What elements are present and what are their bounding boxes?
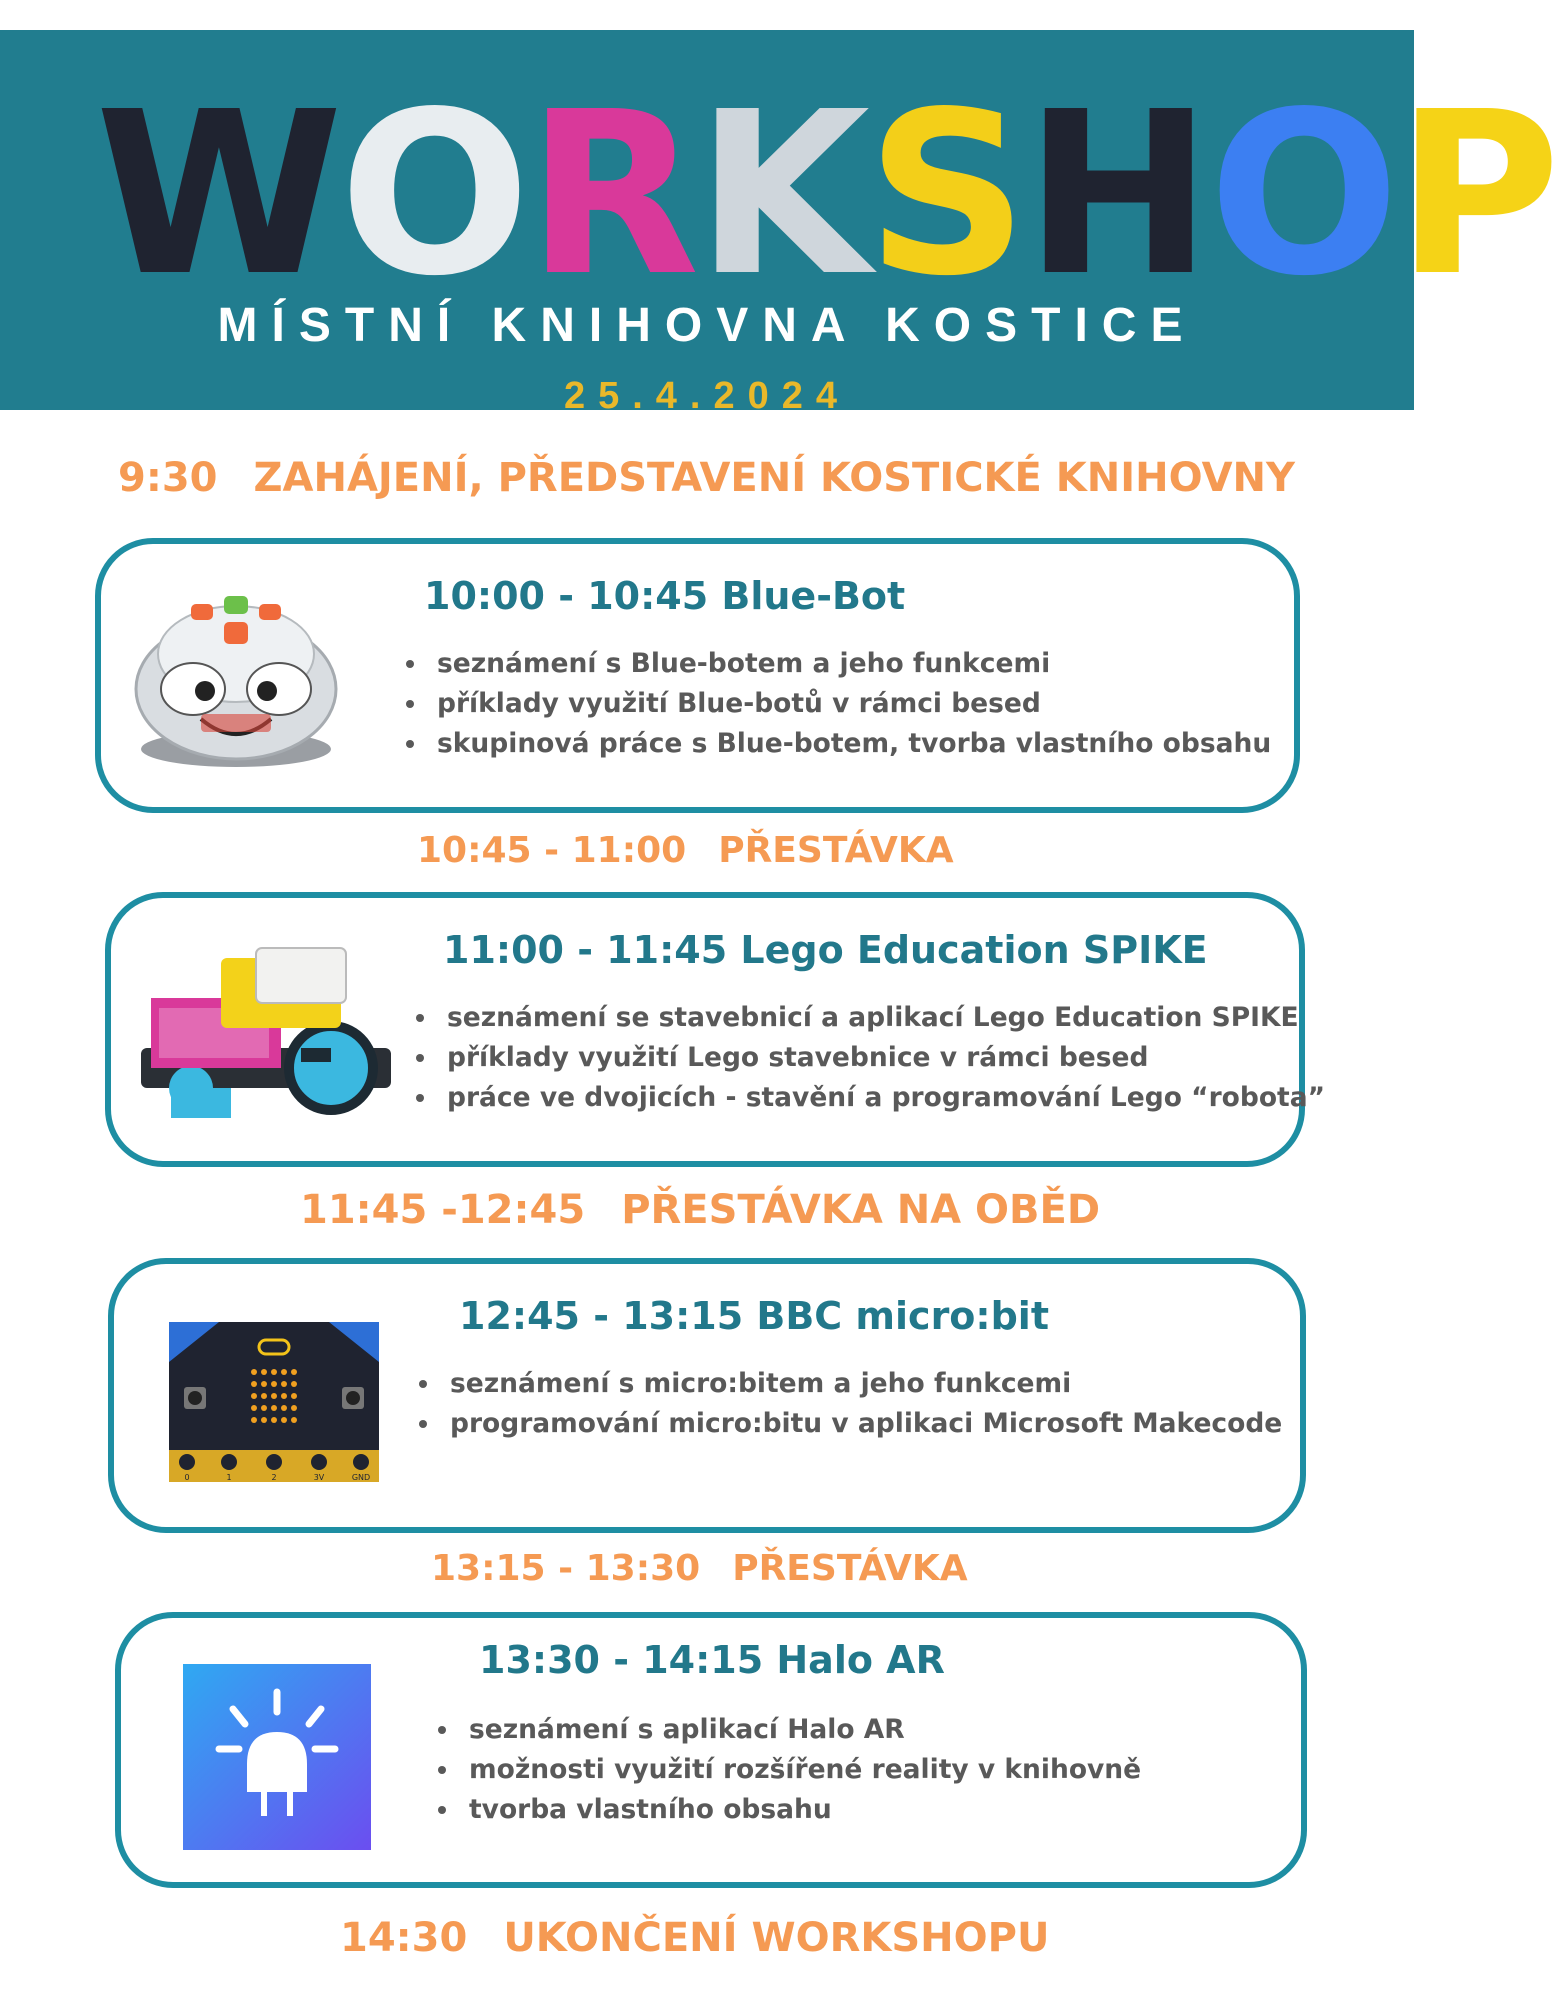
title-letter-p: P — [1395, 64, 1557, 326]
opening-line — [118, 455, 1295, 501]
session-bullets — [399, 644, 1271, 764]
pin-label: 1 — [226, 1473, 232, 1482]
session-card-microbit — [108, 1258, 1306, 1533]
pin-label: 0 — [184, 1473, 190, 1482]
break-line — [417, 830, 954, 871]
break-time: 13:15 - 13:30 — [431, 1548, 701, 1589]
session-bullets — [409, 998, 1325, 1118]
list-item: příklady využití Lego stavebnice v rámci besed — [409, 1038, 1325, 1078]
session-card-bluebot — [95, 538, 1300, 813]
list-item: seznámení s aplikací Halo AR — [431, 1710, 1141, 1750]
opening-time: 9:30 — [118, 455, 218, 501]
list-item: seznámení s Blue-botem a jeho funkcemi — [399, 644, 1271, 684]
session-title: 12:45 - 13:15 BBC micro:bit — [459, 1294, 1050, 1338]
break-label: PŘESTÁVKA NA OBĚD — [621, 1187, 1101, 1233]
blue-bot-robot-image — [131, 574, 341, 774]
event-date: 25.4.2024 — [563, 375, 851, 417]
pin-label: 3V — [313, 1473, 325, 1482]
session-card-lego-spike — [105, 892, 1325, 1167]
break-time: 10:45 - 11:00 — [417, 830, 687, 871]
title-letter-s: S — [866, 64, 1025, 326]
title-letter-o: O — [339, 64, 527, 326]
list-item: příklady využití Blue-botů v rámci besed — [399, 684, 1271, 724]
title-letter-o2: O — [1208, 64, 1396, 326]
break-line — [431, 1548, 968, 1589]
list-item: práce ve dvojicích - stavění a programování Lego “robota” — [409, 1078, 1325, 1118]
session-card-halo-ar — [115, 1612, 1307, 1888]
header-banner — [0, 30, 1557, 417]
session-bullets — [431, 1710, 1141, 1830]
opening-label: ZAHÁJENÍ, PŘEDSTAVENÍ KOSTICKÉ KNIHOVNY — [253, 455, 1295, 501]
list-item: seznámení se stavebnicí a aplikací Lego Education SPIKE — [409, 998, 1325, 1038]
title-letter-h: H — [1024, 64, 1209, 326]
session-title: 11:00 - 11:45 Lego Education SPIKE — [443, 928, 1208, 972]
break-line-lunch — [300, 1187, 1100, 1233]
session-title: 13:30 - 14:15 Halo AR — [479, 1638, 945, 1682]
title-letter-w: W — [95, 64, 340, 326]
list-item: možnosti využití rozšířené reality v knihovně — [431, 1750, 1141, 1790]
closing-label: UKONČENÍ WORKSHOPU — [503, 1915, 1050, 1961]
list-item: tvorba vlastního obsahu — [431, 1790, 1141, 1830]
pin-label: GND — [351, 1473, 371, 1482]
closing-line — [340, 1915, 1049, 1961]
list-item: seznámení s micro:bitem a jeho funkcemi — [412, 1364, 1282, 1404]
microbit-board-image — [169, 1322, 379, 1482]
list-item: programování micro:bitu v aplikaci Microsoft Makecode — [412, 1404, 1282, 1444]
session-bullets — [412, 1364, 1282, 1444]
library-name: MÍSTNÍ KNIHOVNA KOSTICE — [217, 299, 1197, 352]
session-title: 10:00 - 10:45 Blue-Bot — [424, 574, 906, 618]
list-item: skupinová práce s Blue-botem, tvorba vlastního obsahu — [399, 724, 1271, 764]
title-letter-k: K — [695, 64, 867, 326]
lego-spike-robot-image — [131, 938, 401, 1128]
pin-label: 2 — [271, 1473, 277, 1482]
break-label: PŘESTÁVKA — [718, 830, 954, 871]
break-label: PŘESTÁVKA — [732, 1548, 968, 1589]
title-letter-r: R — [526, 64, 696, 326]
break-time: 11:45 -12:45 — [300, 1187, 586, 1233]
closing-time: 14:30 — [340, 1915, 468, 1961]
halo-ar-logo-image — [183, 1664, 371, 1850]
